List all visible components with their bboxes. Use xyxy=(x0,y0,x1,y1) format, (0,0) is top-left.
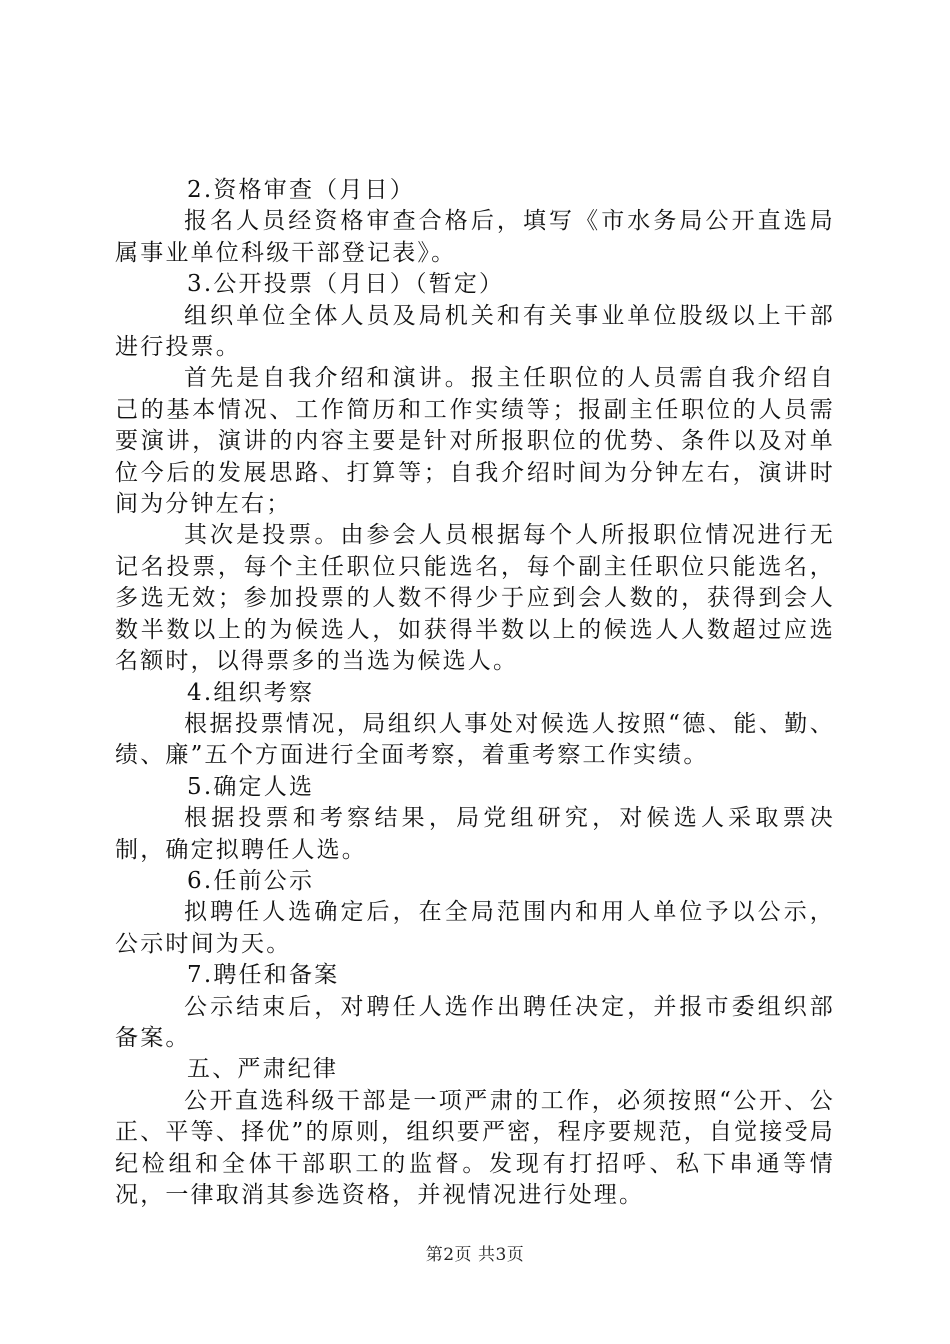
section-heading-inspection: 4.组织考察 xyxy=(187,679,315,706)
paragraph-qualification: 报名人员经资格审查合格后，填写《市水务局公开直选局属事业单位科级干部登记表》。 xyxy=(115,208,835,266)
paragraph-discipline: 公开直选科级干部是一项严肃的工作，必须按照“公开、公正、平等、择优”的原则，组织要严密，程序要规范，自觉接受局纪检组和全体干部职工的监督。发现有打招呼、私下串通等情况，一律取消其参选资格，并视情况进行处理。 xyxy=(115,1087,835,1208)
paragraph-ballot: 其次是投票。由参会人员根据每个人所报职位情况进行无记名投票，每个主任职位只能选名，每个副主任职位只能选名，多选无效；参加投票的人数不得少于应到会人数的，获得到会人数半数以上的为候选人，如获得半数以上的候选人人数超过应选名额时，以得票多的当选为候选人。 xyxy=(115,522,835,675)
section-heading-selection: 5.确定人选 xyxy=(187,773,315,800)
paragraph-speech: 首先是自我介绍和演讲。报主任职位的人员需自我介绍自己的基本情况、工作简历和工作实绩等；报副主任职位的人员需要演讲，演讲的内容主要是针对所报职位的优势、条件以及对单位今后的发展思路、打算等；自我介绍时间为分钟左右，演讲时间为分钟左右； xyxy=(115,365,835,518)
paragraph-appointment: 公示结束后，对聘任人选作出聘任决定，并报市委组织部备案。 xyxy=(115,993,835,1051)
page-footer: 第2页 共3页 xyxy=(425,1245,525,1265)
section-heading-appointment: 7.聘任和备案 xyxy=(187,962,340,989)
section-heading-publicity: 6.任前公示 xyxy=(187,867,315,894)
paragraph-selection: 根据投票和考察结果，局党组研究，对候选人采取票决制，确定拟聘任人选。 xyxy=(115,805,835,863)
section-heading-voting: 3.公开投票（月日）（暂定） xyxy=(187,271,505,298)
document-body xyxy=(115,175,835,1211)
paragraph-inspection: 根据投票情况，局组织人事处对候选人按照“德、能、勤、绩、廉”五个方面进行全面考察，着重考察工作实绩。 xyxy=(115,710,835,769)
section-heading-discipline: 五、严肃纪律 xyxy=(187,1056,339,1083)
section-heading-qualification: 2.资格审查（月日） xyxy=(187,177,415,203)
paragraph-voting-participants: 组织单位全体人员及局机关和有关事业单位股级以上干部进行投票。 xyxy=(115,302,835,361)
paragraph-publicity: 拟聘任人选确定后，在全局范围内和用人单位予以公示，公示时间为天。 xyxy=(115,899,835,957)
